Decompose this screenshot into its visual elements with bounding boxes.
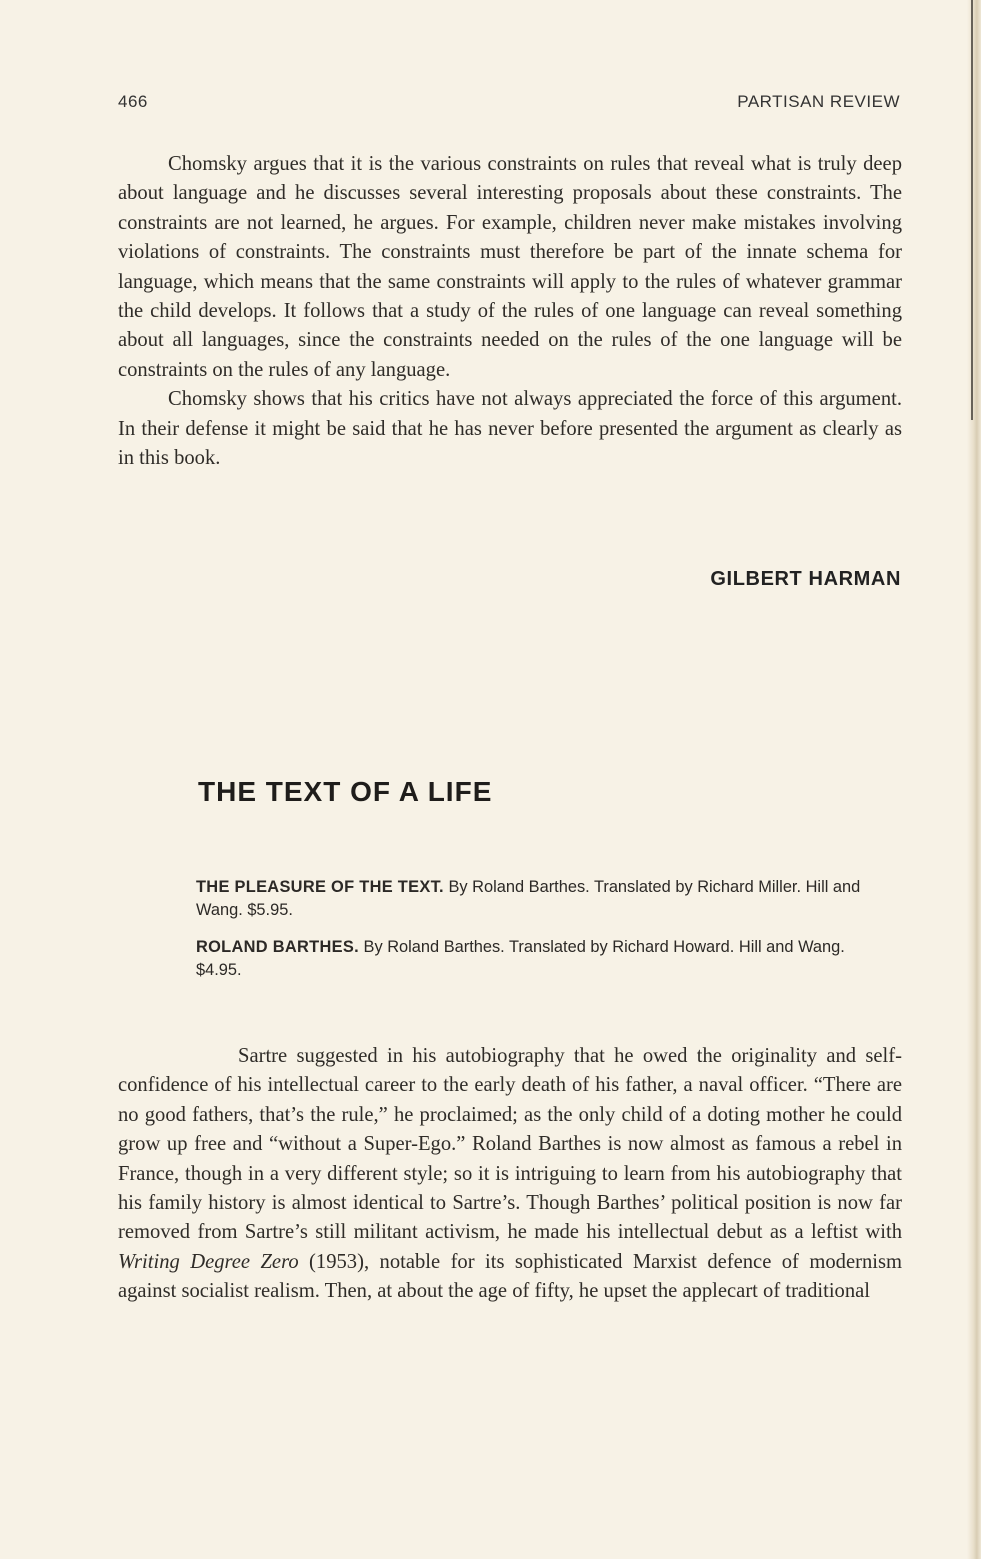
review-2-body [118, 1042, 902, 1307]
running-head [118, 92, 900, 118]
book-title: ROLAND BARTHES. [196, 938, 359, 956]
book-details: By Roland Barthes. Translated by Richard Miller. Hill and Wang. $5.95. [196, 878, 861, 919]
book-citation [196, 936, 876, 982]
paragraph-text: (1953), notable for its sophisticated Marxist defence of modernism against socialist realism. Then, at about the age of fifty, he upset the applecart of traditional [118, 1250, 902, 1303]
page-number: 466 [118, 92, 148, 111]
journal-title: PARTISAN REVIEW [737, 92, 900, 111]
review-1-body [118, 150, 902, 473]
paragraph-text: Sartre suggested in his autobiography that he owed the originality and self-confidence of his intellectual career to the early death of his father, a naval officer. “There are no good fathers, that’s the rule,” he proclaimed; as the only child of a doting mother he could grow up free and “without a Super-Ego.” Roland Barthes is now almost as famous a rebel in France, though in a very different style; so it is intriguing to learn from his autobiography that his family history is almost identical to Sartre’s. Though Barthes’ political position is now far removed from Sartre’s still militant activism, he made his intellectual debut as a leftist with [118, 1045, 902, 1244]
article-title: THE TEXT OF A LIFE [198, 776, 493, 807]
reviewer-signature: GILBERT HARMAN [710, 568, 901, 590]
page-edge [967, 0, 981, 1559]
review-1-paragraph: Chomsky shows that his critics have not always appreciated the force of this argument. In their defense it might be said that he has never before presented the argument as clearly as in this book. [118, 388, 902, 470]
review-2-paragraph [118, 1042, 902, 1307]
page-edge-shadow [971, 0, 973, 420]
book-citation [196, 876, 876, 922]
italic-book-title: Writing Degree Zero [118, 1250, 299, 1273]
book-details: By Roland Barthes. Translated by Richard Howard. Hill and Wang. $4.95. [196, 938, 845, 979]
review-1-paragraph: Chomsky argues that it is the various constraints on rules that reveal what is truly deep about language and he discusses several interesting proposals about these constraints. The constraints are not learned, he argues. For example, children never make mistakes involving violations of constraints. The constraints must therefore be part of the innate schema for language, which means that the same constraints will apply to the rules of whatever grammar the child develops. It follows that a study of the rules of one language can reveal something about all languages, since the constraints needed on the rules of the one language will be constraints on the rules of any language. [118, 153, 902, 381]
book-title: THE PLEASURE OF THE TEXT. [196, 878, 444, 896]
